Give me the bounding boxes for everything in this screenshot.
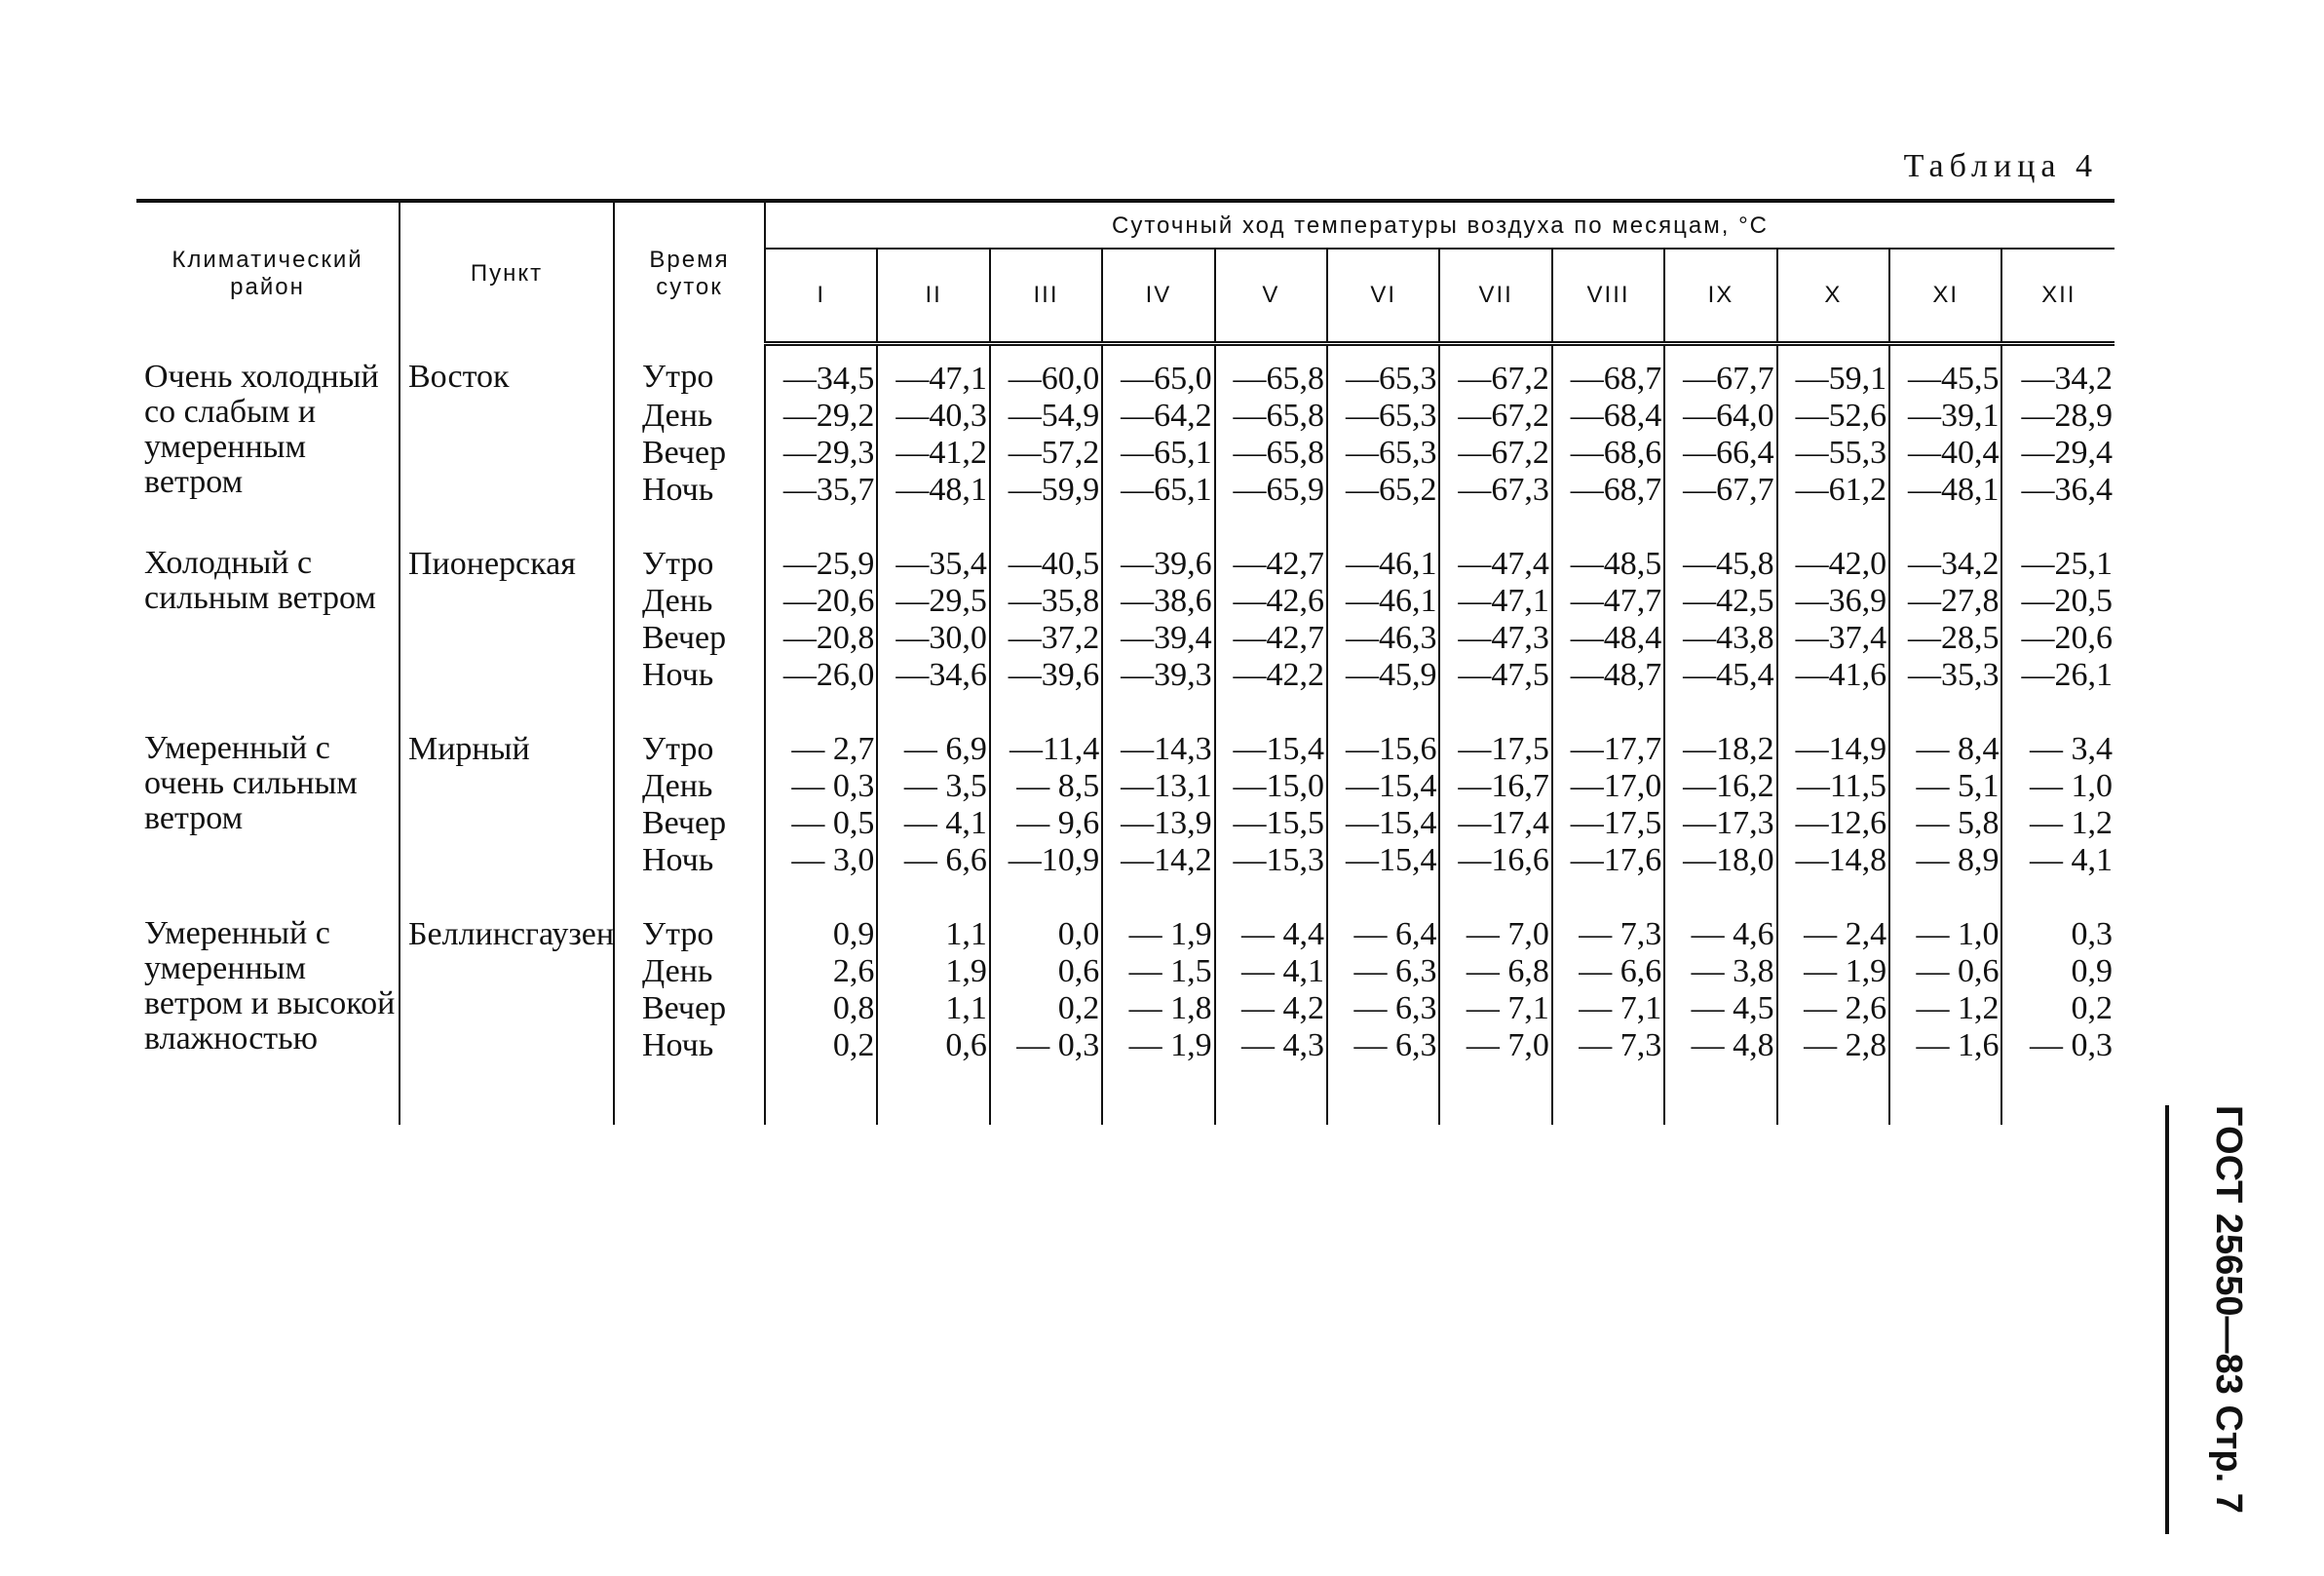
value-cell: 0,2 bbox=[765, 1027, 877, 1064]
value-cell: —65,8 bbox=[1215, 344, 1327, 399]
value-cell: — 1,2 bbox=[2001, 805, 2114, 842]
time-cell: Утро bbox=[614, 731, 765, 768]
header-month: IV bbox=[1102, 249, 1214, 344]
value-cell: —47,1 bbox=[1439, 583, 1551, 620]
value-cell: —64,2 bbox=[1102, 398, 1214, 435]
value-cell: — 1,5 bbox=[1102, 953, 1214, 990]
header-month: XI bbox=[1889, 249, 2001, 344]
value-cell: — 3,0 bbox=[765, 842, 877, 879]
value-cell: —36,9 bbox=[1777, 583, 1889, 620]
value-cell: —34,6 bbox=[877, 657, 989, 694]
time-cell: День bbox=[614, 768, 765, 805]
value-cell: — 6,9 bbox=[877, 731, 989, 768]
value-cell: —52,6 bbox=[1777, 398, 1889, 435]
value-cell: 0,9 bbox=[2001, 953, 2114, 990]
value-cell: —46,3 bbox=[1327, 620, 1439, 657]
value-cell: —16,6 bbox=[1439, 842, 1551, 879]
climate-table-container bbox=[136, 199, 2114, 1125]
place-cell: Пионерская bbox=[400, 546, 614, 694]
value-cell: —68,7 bbox=[1552, 472, 1664, 509]
value-cell: 2,6 bbox=[765, 953, 877, 990]
value-cell: —45,9 bbox=[1327, 657, 1439, 694]
header-time: Время суток bbox=[614, 201, 765, 344]
value-cell: —20,6 bbox=[2001, 620, 2114, 657]
value-cell: — 7,1 bbox=[1552, 990, 1664, 1027]
header-place: Пункт bbox=[400, 201, 614, 344]
value-cell: —15,4 bbox=[1215, 731, 1327, 768]
value-cell: —55,3 bbox=[1777, 435, 1889, 472]
time-cell: Ночь bbox=[614, 657, 765, 694]
value-cell: — 3,5 bbox=[877, 768, 989, 805]
value-cell: —60,0 bbox=[990, 344, 1102, 399]
value-cell: —45,8 bbox=[1664, 546, 1776, 583]
value-cell: —39,6 bbox=[990, 657, 1102, 694]
value-cell: —65,9 bbox=[1215, 472, 1327, 509]
table-caption: Таблица 4 bbox=[1903, 148, 2098, 184]
value-cell: — 1,9 bbox=[1102, 1027, 1214, 1064]
time-cell: Вечер bbox=[614, 805, 765, 842]
value-cell: —15,4 bbox=[1327, 805, 1439, 842]
value-cell: —41,6 bbox=[1777, 657, 1889, 694]
value-cell: — 1,2 bbox=[1889, 990, 2001, 1027]
value-cell: —67,7 bbox=[1664, 344, 1776, 399]
header-month: IX bbox=[1664, 249, 1776, 344]
value-cell: —36,4 bbox=[2001, 472, 2114, 509]
value-cell: — 6,4 bbox=[1327, 916, 1439, 953]
value-cell: —57,2 bbox=[990, 435, 1102, 472]
side-stamp bbox=[2165, 1105, 2286, 1534]
time-cell: Вечер bbox=[614, 620, 765, 657]
value-cell: —48,1 bbox=[877, 472, 989, 509]
value-cell: —26,1 bbox=[2001, 657, 2114, 694]
value-cell: —38,6 bbox=[1102, 583, 1214, 620]
value-cell: —46,1 bbox=[1327, 583, 1439, 620]
value-cell: — 1,6 bbox=[1889, 1027, 2001, 1064]
value-cell: —47,5 bbox=[1439, 657, 1551, 694]
time-cell: Утро bbox=[614, 344, 765, 399]
value-cell: — 6,3 bbox=[1327, 990, 1439, 1027]
time-cell: День bbox=[614, 953, 765, 990]
time-cell: Вечер bbox=[614, 990, 765, 1027]
value-cell: —48,1 bbox=[1889, 472, 2001, 509]
value-cell: — 4,1 bbox=[2001, 842, 2114, 879]
value-cell: 1,1 bbox=[877, 990, 989, 1027]
time-cell: Ночь bbox=[614, 1027, 765, 1064]
value-cell: — 2,7 bbox=[765, 731, 877, 768]
value-cell: —42,7 bbox=[1215, 546, 1327, 583]
header-month: VII bbox=[1439, 249, 1551, 344]
table-row bbox=[136, 546, 2114, 583]
value-cell: —15,3 bbox=[1215, 842, 1327, 879]
value-cell: —47,7 bbox=[1552, 583, 1664, 620]
value-cell: —16,2 bbox=[1664, 768, 1776, 805]
value-cell: — 0,6 bbox=[1889, 953, 2001, 990]
value-cell: —26,0 bbox=[765, 657, 877, 694]
value-cell: — 4,8 bbox=[1664, 1027, 1776, 1064]
value-cell: — 4,4 bbox=[1215, 916, 1327, 953]
place-cell: Беллинсгаузен bbox=[400, 916, 614, 1064]
value-cell: —42,2 bbox=[1215, 657, 1327, 694]
value-cell: —17,7 bbox=[1552, 731, 1664, 768]
value-cell: —67,2 bbox=[1439, 398, 1551, 435]
value-cell: — 8,5 bbox=[990, 768, 1102, 805]
value-cell: —29,5 bbox=[877, 583, 989, 620]
value-cell: —59,1 bbox=[1777, 344, 1889, 399]
value-cell: —30,0 bbox=[877, 620, 989, 657]
value-cell: — 3,4 bbox=[2001, 731, 2114, 768]
value-cell: —25,9 bbox=[765, 546, 877, 583]
value-cell: — 4,1 bbox=[1215, 953, 1327, 990]
header-month: V bbox=[1215, 249, 1327, 344]
value-cell: —42,5 bbox=[1664, 583, 1776, 620]
value-cell: —20,8 bbox=[765, 620, 877, 657]
value-cell: —25,1 bbox=[2001, 546, 2114, 583]
value-cell: —11,5 bbox=[1777, 768, 1889, 805]
value-cell: —17,3 bbox=[1664, 805, 1776, 842]
value-cell: —20,5 bbox=[2001, 583, 2114, 620]
value-cell: —39,1 bbox=[1889, 398, 2001, 435]
value-cell: — 8,9 bbox=[1889, 842, 2001, 879]
value-cell: —35,7 bbox=[765, 472, 877, 509]
value-cell: — 7,0 bbox=[1439, 916, 1551, 953]
value-cell: —41,2 bbox=[877, 435, 989, 472]
value-cell: —39,4 bbox=[1102, 620, 1214, 657]
value-cell: —17,4 bbox=[1439, 805, 1551, 842]
value-cell: —27,8 bbox=[1889, 583, 2001, 620]
table-row bbox=[136, 916, 2114, 953]
header-group: Суточный ход температуры воздуха по месяцам, °С bbox=[765, 201, 2114, 249]
header-month: III bbox=[990, 249, 1102, 344]
value-cell: 1,9 bbox=[877, 953, 989, 990]
time-cell: День bbox=[614, 583, 765, 620]
value-cell: —61,2 bbox=[1777, 472, 1889, 509]
value-cell: —28,9 bbox=[2001, 398, 2114, 435]
value-cell: —40,5 bbox=[990, 546, 1102, 583]
value-cell: —67,2 bbox=[1439, 344, 1551, 399]
value-cell: —40,4 bbox=[1889, 435, 2001, 472]
value-cell: —15,0 bbox=[1215, 768, 1327, 805]
value-cell: —17,0 bbox=[1552, 768, 1664, 805]
value-cell: —14,2 bbox=[1102, 842, 1214, 879]
value-cell: —68,7 bbox=[1552, 344, 1664, 399]
place-cell: Мирный bbox=[400, 731, 614, 879]
value-cell: —35,3 bbox=[1889, 657, 2001, 694]
region-cell: Умеренный с очень сильным ветром bbox=[144, 730, 358, 836]
value-cell: — 4,2 bbox=[1215, 990, 1327, 1027]
value-cell: —37,4 bbox=[1777, 620, 1889, 657]
value-cell: —48,5 bbox=[1552, 546, 1664, 583]
value-cell: —15,6 bbox=[1327, 731, 1439, 768]
value-cell: — 1,9 bbox=[1777, 953, 1889, 990]
value-cell: —47,3 bbox=[1439, 620, 1551, 657]
value-cell: —65,3 bbox=[1327, 435, 1439, 472]
value-cell: —65,2 bbox=[1327, 472, 1439, 509]
value-cell: —64,0 bbox=[1664, 398, 1776, 435]
region-cell: Очень холодный со слабым и умеренным ветром bbox=[144, 358, 379, 500]
header-month: VIII bbox=[1552, 249, 1664, 344]
region-cell: Холодный с сильным ветром bbox=[144, 545, 376, 616]
value-cell: —15,4 bbox=[1327, 768, 1439, 805]
value-cell: —47,4 bbox=[1439, 546, 1551, 583]
value-cell: 0,2 bbox=[2001, 990, 2114, 1027]
value-cell: — 2,4 bbox=[1777, 916, 1889, 953]
value-cell: — 0,5 bbox=[765, 805, 877, 842]
value-cell: —46,1 bbox=[1327, 546, 1439, 583]
value-cell: 0,6 bbox=[990, 953, 1102, 990]
value-cell: — 1,0 bbox=[2001, 768, 2114, 805]
value-cell: — 6,8 bbox=[1439, 953, 1551, 990]
value-cell: —15,5 bbox=[1215, 805, 1327, 842]
table-row bbox=[136, 344, 2114, 399]
value-cell: —34,2 bbox=[2001, 344, 2114, 399]
side-stamp-text: ГОСТ 25650—83 Стр. 7 bbox=[2208, 1105, 2249, 1514]
table-tail bbox=[136, 1064, 2114, 1125]
value-cell: 0,6 bbox=[877, 1027, 989, 1064]
value-cell: 0,2 bbox=[990, 990, 1102, 1027]
time-cell: Вечер bbox=[614, 435, 765, 472]
header-month: VI bbox=[1327, 249, 1439, 344]
value-cell: —35,8 bbox=[990, 583, 1102, 620]
value-cell: — 4,6 bbox=[1664, 916, 1776, 953]
value-cell: —65,0 bbox=[1102, 344, 1214, 399]
value-cell: 0,0 bbox=[990, 916, 1102, 953]
time-cell: Ночь bbox=[614, 842, 765, 879]
value-cell: —18,0 bbox=[1664, 842, 1776, 879]
region-cell: Умеренный с умеренным ветром и высокой влажностью bbox=[144, 915, 396, 1057]
value-cell: —43,8 bbox=[1664, 620, 1776, 657]
value-cell: — 2,6 bbox=[1777, 990, 1889, 1027]
climate-temperature-table bbox=[136, 199, 2114, 1125]
value-cell: —65,3 bbox=[1327, 344, 1439, 399]
value-cell: — 6,3 bbox=[1327, 1027, 1439, 1064]
value-cell: —66,4 bbox=[1664, 435, 1776, 472]
value-cell: —39,3 bbox=[1102, 657, 1214, 694]
value-cell: —68,4 bbox=[1552, 398, 1664, 435]
value-cell: — 4,1 bbox=[877, 805, 989, 842]
value-cell: — 5,8 bbox=[1889, 805, 2001, 842]
table-row bbox=[136, 731, 2114, 768]
value-cell: — 5,1 bbox=[1889, 768, 2001, 805]
value-cell: — 7,3 bbox=[1552, 916, 1664, 953]
value-cell: —65,1 bbox=[1102, 472, 1214, 509]
header-month: XII bbox=[2001, 249, 2114, 344]
value-cell: —42,0 bbox=[1777, 546, 1889, 583]
value-cell: —42,7 bbox=[1215, 620, 1327, 657]
value-cell: —42,6 bbox=[1215, 583, 1327, 620]
value-cell: — 3,8 bbox=[1664, 953, 1776, 990]
value-cell: — 4,3 bbox=[1215, 1027, 1327, 1064]
value-cell: —45,5 bbox=[1889, 344, 2001, 399]
value-cell: —48,7 bbox=[1552, 657, 1664, 694]
value-cell: —67,3 bbox=[1439, 472, 1551, 509]
value-cell: 0,8 bbox=[765, 990, 877, 1027]
value-cell: —34,5 bbox=[765, 344, 877, 399]
group-spacer bbox=[136, 879, 2114, 916]
time-cell: Ночь bbox=[614, 472, 765, 509]
value-cell: —40,3 bbox=[877, 398, 989, 435]
value-cell: — 6,6 bbox=[1552, 953, 1664, 990]
value-cell: —28,5 bbox=[1889, 620, 2001, 657]
value-cell: — 0,3 bbox=[2001, 1027, 2114, 1064]
value-cell: —16,7 bbox=[1439, 768, 1551, 805]
value-cell: —10,9 bbox=[990, 842, 1102, 879]
value-cell: — 7,3 bbox=[1552, 1027, 1664, 1064]
value-cell: —65,8 bbox=[1215, 435, 1327, 472]
place-cell: Восток bbox=[400, 344, 614, 510]
value-cell: —37,2 bbox=[990, 620, 1102, 657]
time-cell: День bbox=[614, 398, 765, 435]
value-cell: —35,4 bbox=[877, 546, 989, 583]
value-cell: — 1,8 bbox=[1102, 990, 1214, 1027]
value-cell: —59,9 bbox=[990, 472, 1102, 509]
group-spacer bbox=[136, 694, 2114, 731]
value-cell: —29,4 bbox=[2001, 435, 2114, 472]
value-cell: —20,6 bbox=[765, 583, 877, 620]
value-cell: —67,7 bbox=[1664, 472, 1776, 509]
value-cell: —14,3 bbox=[1102, 731, 1214, 768]
value-cell: 0,9 bbox=[765, 916, 877, 953]
value-cell: — 4,5 bbox=[1664, 990, 1776, 1027]
value-cell: —11,4 bbox=[990, 731, 1102, 768]
value-cell: —17,6 bbox=[1552, 842, 1664, 879]
value-cell: —14,8 bbox=[1777, 842, 1889, 879]
header-month: I bbox=[765, 249, 877, 344]
value-cell: —54,9 bbox=[990, 398, 1102, 435]
group-spacer bbox=[136, 509, 2114, 546]
value-cell: —65,8 bbox=[1215, 398, 1327, 435]
value-cell: — 1,0 bbox=[1889, 916, 2001, 953]
value-cell: —65,1 bbox=[1102, 435, 1214, 472]
header-month: II bbox=[877, 249, 989, 344]
value-cell: —39,6 bbox=[1102, 546, 1214, 583]
header-region: Климатический район bbox=[136, 201, 400, 344]
value-cell: — 1,9 bbox=[1102, 916, 1214, 953]
value-cell: —17,5 bbox=[1552, 805, 1664, 842]
header-month: X bbox=[1777, 249, 1889, 344]
time-cell: Утро bbox=[614, 916, 765, 953]
value-cell: —15,4 bbox=[1327, 842, 1439, 879]
value-cell: — 6,6 bbox=[877, 842, 989, 879]
time-cell: Утро bbox=[614, 546, 765, 583]
value-cell: 0,3 bbox=[2001, 916, 2114, 953]
value-cell: —29,3 bbox=[765, 435, 877, 472]
value-cell: — 7,0 bbox=[1439, 1027, 1551, 1064]
value-cell: — 2,8 bbox=[1777, 1027, 1889, 1064]
value-cell: —29,2 bbox=[765, 398, 877, 435]
value-cell: — 6,3 bbox=[1327, 953, 1439, 990]
value-cell: —12,6 bbox=[1777, 805, 1889, 842]
value-cell: —48,4 bbox=[1552, 620, 1664, 657]
value-cell: —17,5 bbox=[1439, 731, 1551, 768]
value-cell: — 0,3 bbox=[765, 768, 877, 805]
value-cell: —13,9 bbox=[1102, 805, 1214, 842]
value-cell: —47,1 bbox=[877, 344, 989, 399]
value-cell: 1,1 bbox=[877, 916, 989, 953]
value-cell: —34,2 bbox=[1889, 546, 2001, 583]
value-cell: —68,6 bbox=[1552, 435, 1664, 472]
value-cell: —14,9 bbox=[1777, 731, 1889, 768]
value-cell: —45,4 bbox=[1664, 657, 1776, 694]
value-cell: — 8,4 bbox=[1889, 731, 2001, 768]
value-cell: — 7,1 bbox=[1439, 990, 1551, 1027]
value-cell: — 0,3 bbox=[990, 1027, 1102, 1064]
value-cell: —18,2 bbox=[1664, 731, 1776, 768]
value-cell: — 9,6 bbox=[990, 805, 1102, 842]
value-cell: —65,3 bbox=[1327, 398, 1439, 435]
value-cell: —13,1 bbox=[1102, 768, 1214, 805]
value-cell: —67,2 bbox=[1439, 435, 1551, 472]
